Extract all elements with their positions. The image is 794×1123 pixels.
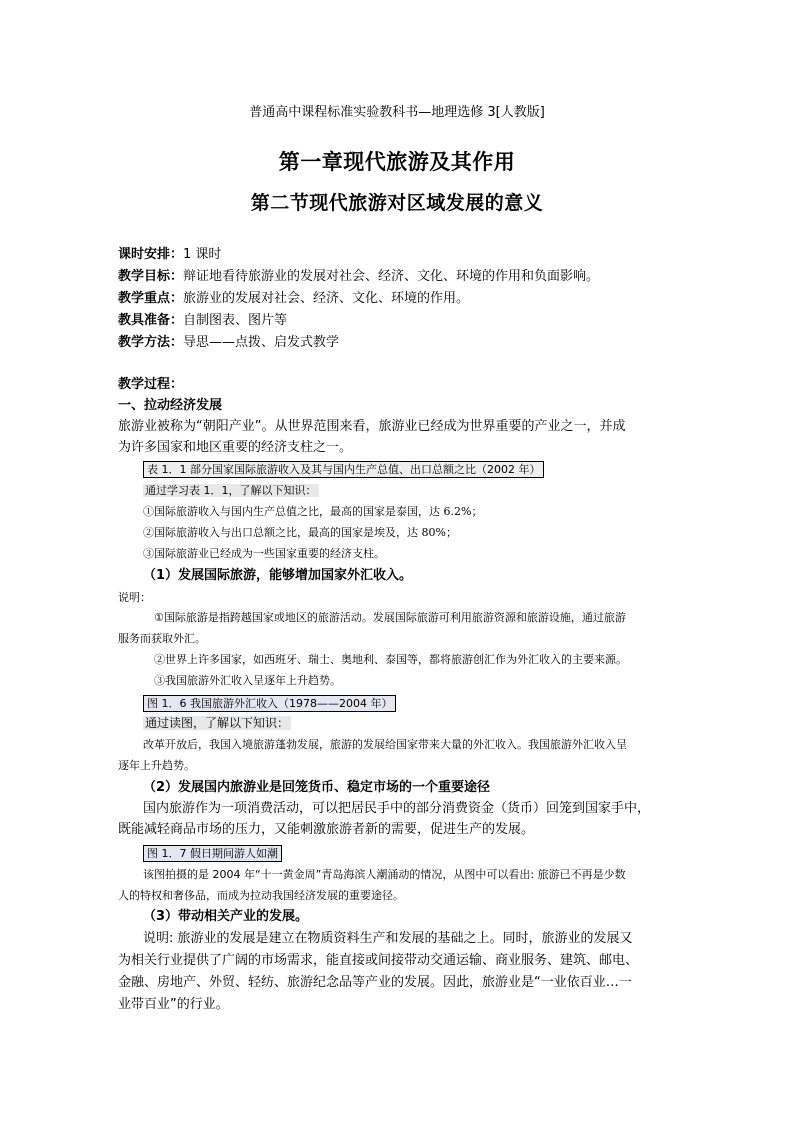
- process-heading: 教学过程：: [118, 377, 184, 392]
- figure-1-6-note-text: 通过读图，了解以下知识：: [145, 716, 290, 730]
- figure-1-6-caption: 图 1．6 我国旅游外汇收入（1978——2004 年）: [143, 695, 396, 712]
- meta-method-label: 教学方法：: [118, 335, 184, 350]
- meta-schedule-value: 1 课时: [183, 247, 222, 262]
- sub-heading-3: （3）带动相关产业的发展。: [143, 909, 309, 924]
- meta-goal-value: 辩证地看待旅游业的发展对社会、经济、文化、环境的作用和负面影响。: [183, 269, 600, 284]
- note-2: ②世界上许多国家，如西班牙、瑞士、奥地利、泰国等，都将旅游创汇作为外汇收入的主要来源。: [154, 653, 627, 666]
- sub-3-line-4: 业带百业”的行业。: [118, 997, 229, 1012]
- fact-2: ②国际旅游收入与出口总额之比，最高的国家是埃及，达 80%；: [143, 526, 457, 539]
- sub-3-line-3: 金融、房地产、外贸、轻纺、旅游纪念品等产业的发展。因此，旅游业是“一业依百业…一: [118, 975, 632, 990]
- table-caption: 表 1．1 部分国家国际旅游收入及其与国内生产总值、出口总额之比（2002 年）: [143, 461, 544, 478]
- meta-focus-value: 旅游业的发展对社会、经济、文化、环境的作用。: [183, 291, 470, 306]
- fact-3: ③国际旅游业已经成为一些国家重要的经济支柱。: [143, 547, 385, 560]
- section-title: 第二节现代旅游对区域发展的意义: [250, 192, 544, 214]
- intro-line-2: 为许多国家和地区重要的经济支柱之一。: [118, 440, 353, 455]
- note-3: ③我国旅游外汇收入呈逐年上升趋势。: [154, 674, 341, 687]
- sub-3-line-2: 为相关行业提供了广阔的市场需求，能直接或间接带动交通运输、商业服务、建筑、邮电、: [118, 953, 639, 968]
- note-1-line-1: ①国际旅游是指跨越国家或地区的旅游活动。发展国际旅游可利用旅游资源和旅游设施，通过旅游: [154, 611, 626, 624]
- meta-focus-label: 教学重点：: [118, 291, 184, 306]
- figure-1-6-text-line-2: 逐年上升趋势。: [118, 759, 195, 772]
- meta-tools-label: 教具准备：: [118, 313, 184, 328]
- table-note: [143, 482, 319, 500]
- figure-1-7-caption: 图 1．7 假日期间游人如潮: [143, 845, 282, 862]
- figure-1-7-text-line-2: 人的特权和奢侈品，而成为拉动我国经济发展的重要途径。: [118, 889, 404, 902]
- sub-heading-2: （2）发展国内旅游业是回笼货币、稳定市场的一个重要途径: [143, 780, 491, 795]
- document-subtitle: 普通高中课程标准实验教科书—地理选修 3[人教版]: [249, 105, 545, 120]
- fact-1: ①国际旅游收入与国内生产总值之比，最高的国家是泰国，达 6.2%；: [143, 505, 483, 518]
- note-1-line-2: 服务而获取外汇。: [118, 632, 206, 645]
- meta-schedule-label: 课时安排：: [118, 247, 184, 262]
- meta-schedule: [118, 245, 221, 265]
- meta-tools: [118, 311, 287, 331]
- note-label: 说明：: [118, 591, 151, 604]
- sub-heading-1: （1）发展国际旅游，能够增加国家外汇收入。: [143, 568, 413, 583]
- table-note-text: 通过学习表 1．1，了解以下知识：: [145, 484, 317, 497]
- meta-goal: [118, 267, 599, 287]
- figure-1-6-note: [143, 714, 291, 732]
- sub-2-line-1: 国内旅游作为一项消费活动，可以把居民手中的部分消费资金（货币）回笼到国家手中，: [143, 801, 651, 816]
- meta-goal-label: 教学目标：: [118, 269, 184, 284]
- chapter-title: 第一章现代旅游及其作用: [278, 150, 516, 174]
- meta-focus: [118, 289, 469, 309]
- figure-1-7-text-line-1: 该图拍摄的是 2004 年“十一黄金周”青岛海滨人潮涌动的情况，从图中可以看出: 旅游已不再是少数: [143, 868, 626, 881]
- figure-1-6-text-line-1: 改革开放后，我国入境旅游蓬勃发展，旅游的发展给国家带来大量的外汇收入。我国旅游外汇收入呈: [143, 738, 627, 751]
- part1-heading: 一、拉动经济发展: [118, 398, 223, 413]
- intro-line-1: 旅游业被称为“朝阳产业”。从世界范围来看，旅游业已经成为世界重要的产业之一，并成: [118, 419, 626, 434]
- sub-3-line-1: 说明: 旅游业的发展是建立在物质资料生产和发展的基础之上。同时，旅游业的发展又: [143, 931, 633, 946]
- sub-2-line-2: 既能减轻商品市场的压力，又能刺激旅游者新的需要，促进生产的发展。: [118, 822, 535, 837]
- meta-tools-value: 自制图表、图片等: [183, 313, 288, 328]
- meta-method-value: 导思——点拨、启发式教学: [183, 335, 340, 350]
- meta-method: [118, 333, 339, 353]
